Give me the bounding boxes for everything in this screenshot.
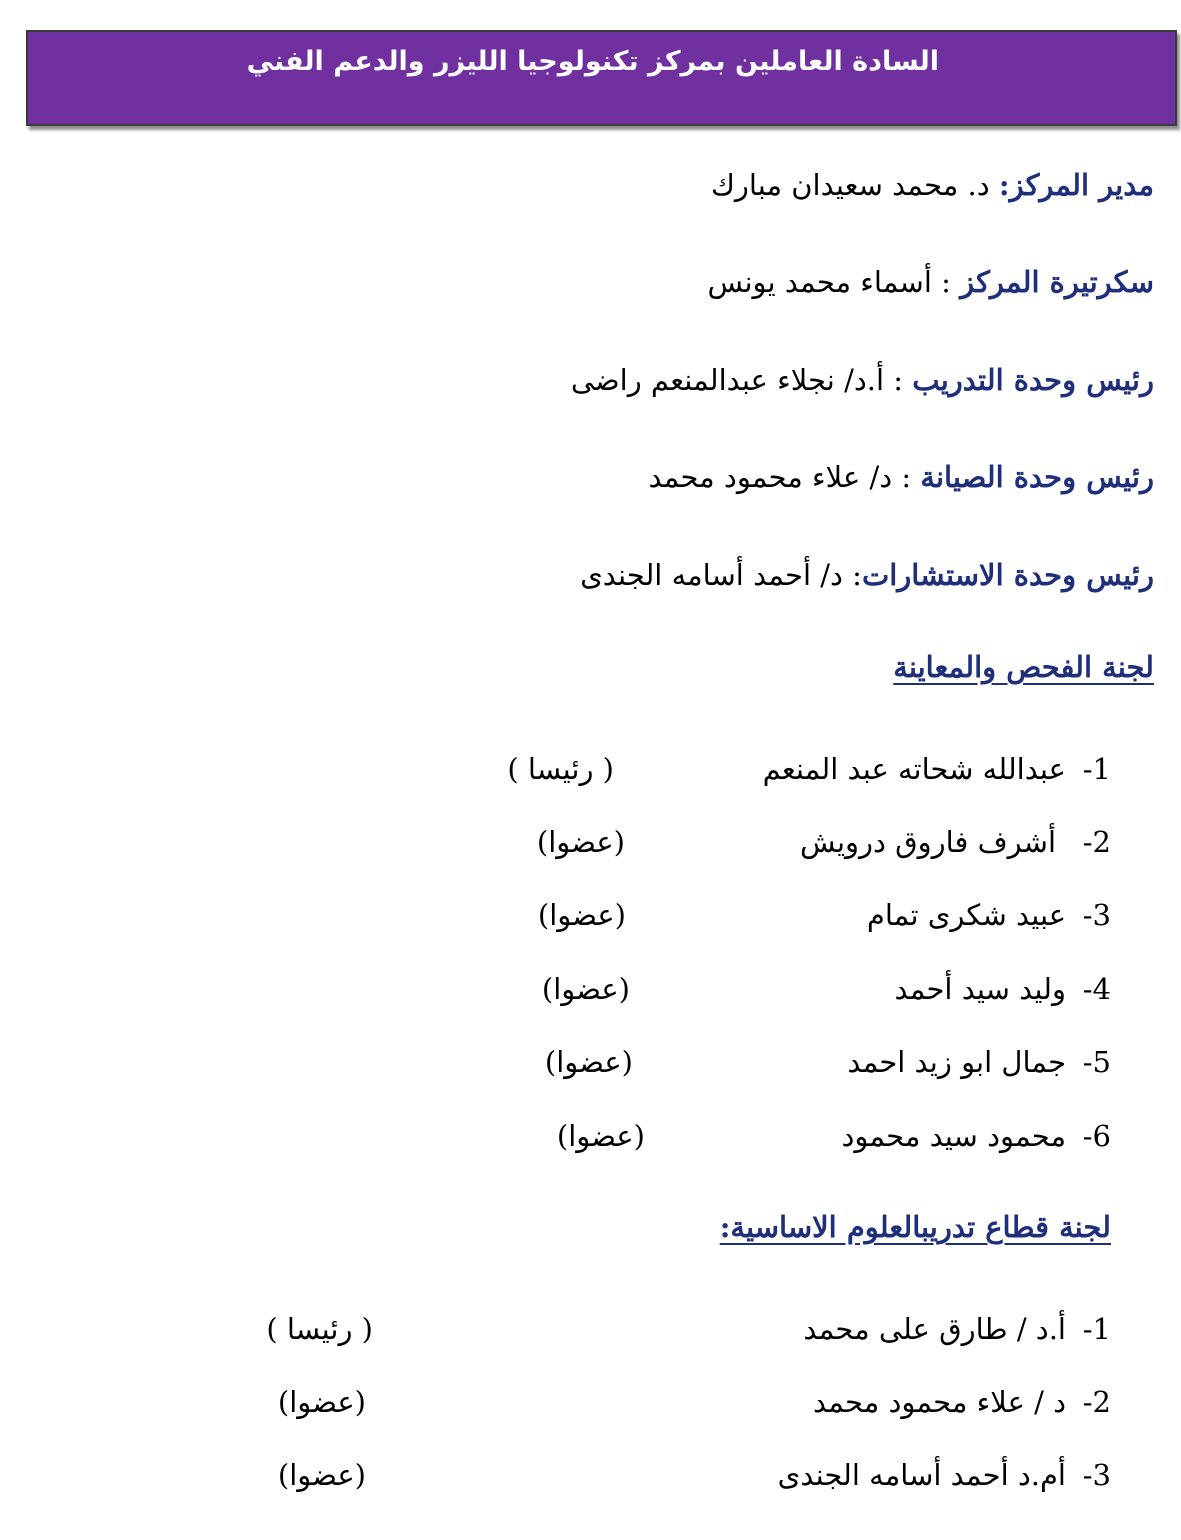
member-role: (عضوا) xyxy=(277,1385,366,1419)
list-item xyxy=(651,825,1111,865)
member-name: أشرف فاروق درويش xyxy=(799,825,1056,859)
member-role: (عضوا) xyxy=(541,972,630,1006)
item-number: 3- xyxy=(1082,1458,1111,1492)
list-item xyxy=(651,1458,1111,1498)
list-item xyxy=(651,1045,1111,1085)
center-director-label: مدير المركز: xyxy=(998,168,1154,202)
header-banner xyxy=(26,30,1177,126)
member-name: جمال ابو زيد احمد xyxy=(847,1045,1066,1079)
item-number: 2- xyxy=(1082,825,1111,859)
page-title: السادة العاملين بمركز تكنولوجيا الليزر والدعم الفني xyxy=(246,46,939,77)
member-role: ( رئيسا ) xyxy=(266,1312,373,1346)
list-item xyxy=(651,898,1111,938)
member-role: (عضوا) xyxy=(544,1045,633,1079)
list-item xyxy=(651,972,1111,1012)
member-role: (عضوا) xyxy=(536,825,625,859)
center-secretary-value: : أسماء محمد يونس xyxy=(707,265,961,299)
member-name: وليد سيد أحمد xyxy=(894,972,1066,1006)
member-role: (عضوا) xyxy=(537,898,626,932)
item-number: 4- xyxy=(1082,972,1111,1006)
item-number: 2- xyxy=(1082,1385,1111,1419)
member-name: عبدالله شحاته عبد المنعم xyxy=(762,752,1066,786)
item-number: 3- xyxy=(1082,898,1111,932)
item-number: 1- xyxy=(1082,752,1111,786)
center-director-row xyxy=(711,168,1154,203)
consulting-unit-head-label: رئيس وحدة الاستشارات xyxy=(861,558,1154,592)
training-unit-head-value: : أ.د/ نجلاء عبدالمنعم راضى xyxy=(570,363,913,397)
member-name: أ.د / طارق على محمد xyxy=(803,1312,1066,1346)
center-secretary-row xyxy=(708,265,1154,300)
member-name: د / علاء محمود محمد xyxy=(813,1385,1066,1419)
item-number: 6- xyxy=(1082,1119,1111,1153)
basic-sciences-committee-heading: لجنة قطاع تدريبالعلوم الاساسية: xyxy=(719,1210,1111,1244)
member-role: (عضوا) xyxy=(277,1458,366,1492)
training-unit-head-label: رئيس وحدة التدريب xyxy=(912,363,1154,397)
center-director-value: د. محمد سعيدان مبارك xyxy=(711,168,999,202)
center-secretary-label: سكرتيرة المركز xyxy=(960,265,1154,299)
list-item xyxy=(651,752,1111,792)
training-unit-head-row xyxy=(571,363,1154,398)
list-item xyxy=(651,1385,1111,1425)
member-role: (عضوا) xyxy=(556,1119,645,1153)
consulting-unit-head-value: : د/ أحمد أسامه الجندى xyxy=(580,558,862,592)
inspection-committee-heading: لجنة الفحص والمعاينة xyxy=(893,650,1154,684)
maintenance-unit-head-label: رئيس وحدة الصيانة xyxy=(920,460,1154,494)
member-name: أم.د أحمد أسامه الجندى xyxy=(777,1458,1066,1492)
consulting-unit-head-row xyxy=(580,558,1154,593)
maintenance-unit-head-row xyxy=(648,460,1154,495)
item-number: 1- xyxy=(1082,1312,1111,1346)
list-item xyxy=(651,1312,1111,1352)
item-number: 5- xyxy=(1082,1045,1111,1079)
member-name: محمود سيد محمود xyxy=(841,1119,1066,1153)
maintenance-unit-head-value: : د/ علاء محمود محمد xyxy=(648,460,921,494)
member-role: ( رئيسا ) xyxy=(507,752,614,786)
list-item xyxy=(651,1119,1111,1159)
member-name: عبيد شكرى تمام xyxy=(866,898,1066,932)
